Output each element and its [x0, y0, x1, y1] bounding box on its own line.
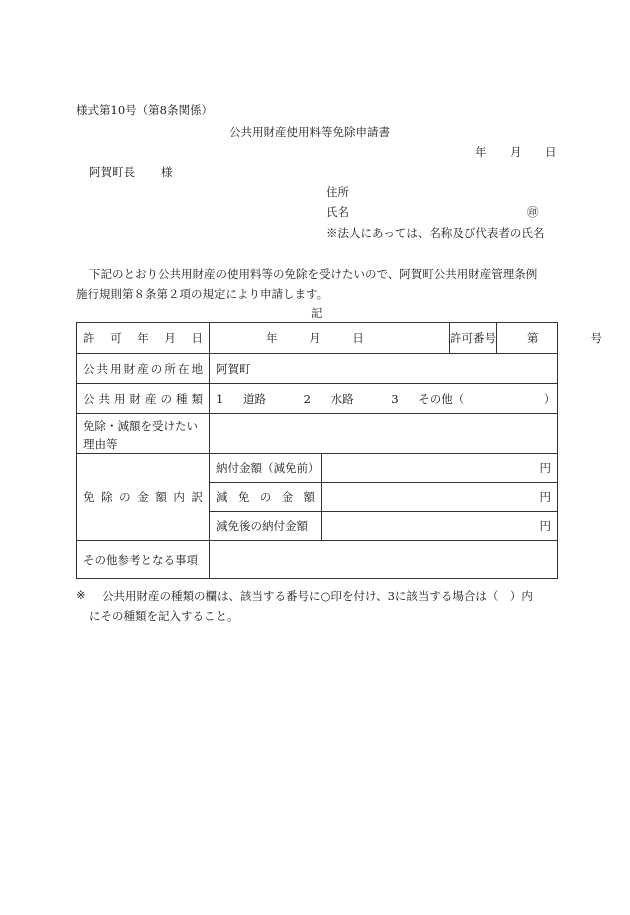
permit-date-year: 年: [266, 331, 278, 345]
permit-date-value-cell[interactable]: [210, 323, 450, 354]
body-text-line1: 下記のとおり公共用財産の使用料等の免除を受けたいので、阿賀町公共用財産管理条例: [89, 267, 538, 281]
location-label-cell: [77, 354, 210, 384]
amount-breakdown-label-cell: [77, 454, 210, 541]
amount-after-value-cell[interactable]: [322, 512, 558, 541]
option-1-number[interactable]: 1: [216, 391, 224, 406]
option-3-other: その他（: [418, 391, 465, 406]
date-line-month: 月: [510, 145, 522, 159]
reduction-value-cell[interactable]: [322, 483, 558, 512]
permit-number-cell[interactable]: [450, 323, 603, 354]
other-notes-value-cell[interactable]: [210, 541, 558, 579]
corporation-note: ※法人にあっては、名称及び代表者の氏名: [326, 226, 545, 240]
location-value: 阿賀町: [216, 361, 251, 376]
date-line-year: 年: [475, 145, 487, 159]
form-number: 様式第10号（第8条関係）: [76, 103, 213, 117]
reason-label-line1: 免除・減額を受けたい: [83, 418, 198, 433]
amount-before-label: 納付金額（減免前）: [216, 461, 320, 475]
permit-number-dai: 第: [527, 331, 539, 345]
permit-number-label: 許可番号: [450, 323, 497, 353]
reason-label-cell: [77, 414, 210, 454]
document-title: 公共用財産使用料等免除申請書: [229, 125, 390, 139]
addressee-name: 阿賀町長: [89, 165, 135, 179]
option-1-road: 道路: [242, 391, 266, 406]
amount-before-yen: 円: [539, 461, 552, 475]
reduction-label-cell: [210, 483, 322, 512]
permit-date-row: [77, 323, 558, 354]
reason-label-line2: 理由等: [83, 436, 118, 451]
addressee-honorific: 様: [161, 165, 173, 179]
permit-date-label: 許可年月日: [83, 331, 203, 345]
ki-heading: 記: [311, 306, 323, 320]
amount-after-label: 減免後の納付金額: [216, 519, 308, 533]
permit-date-label-cell: [77, 323, 210, 354]
date-line-day: 日: [545, 145, 557, 159]
reduction-yen: 円: [539, 490, 552, 504]
property-type-options-cell[interactable]: [210, 384, 558, 414]
body-text-line2: 施行規則第８条第２項の規定により申請します。: [76, 287, 329, 301]
footnote-mark: ※: [76, 588, 86, 602]
permit-number-go: 号: [590, 331, 603, 345]
footnote-line1: 公共用財産の種類の欄は、該当する番号に○印を付け、3に該当する場合は（ ）内: [102, 589, 533, 603]
permit-date-day: 日: [352, 331, 364, 345]
amount-after-label-cell: [210, 512, 322, 541]
seal-mark: ㊞: [527, 205, 539, 219]
amount-before-value-cell[interactable]: [322, 454, 558, 483]
other-notes-label: その他参考となる事項: [83, 552, 198, 567]
option-3-close-paren: ）: [543, 391, 556, 406]
location-label: 公共用財産の所在地: [83, 361, 203, 376]
footnote-line2: にその種類を記入すること。: [89, 609, 239, 623]
option-2-waterway: 水路: [330, 391, 354, 406]
reduction-amount-label: 減免の金額: [216, 490, 315, 504]
amount-after-yen: 円: [539, 519, 552, 533]
option-3-number[interactable]: 3: [391, 391, 399, 406]
location-row: [77, 354, 558, 384]
amount-row-1: [77, 454, 558, 483]
amount-before-label-cell: [210, 454, 322, 483]
application-table: [76, 322, 603, 579]
option-2-number[interactable]: 2: [303, 391, 311, 406]
other-notes-label-cell: [77, 541, 210, 579]
other-notes-row: [77, 541, 558, 579]
amount-breakdown-label: 免除の金額内訳: [83, 490, 203, 504]
reason-row: [77, 414, 558, 454]
reason-value-cell[interactable]: [210, 414, 558, 454]
location-value-cell[interactable]: [210, 354, 558, 384]
property-type-label-cell: [77, 384, 210, 414]
permit-date-month: 月: [309, 331, 321, 345]
property-type-row: [77, 384, 558, 414]
property-type-label: 公共用財産の種類: [83, 391, 203, 406]
address-label: 住所: [326, 185, 349, 199]
name-label: 氏名: [326, 205, 349, 219]
